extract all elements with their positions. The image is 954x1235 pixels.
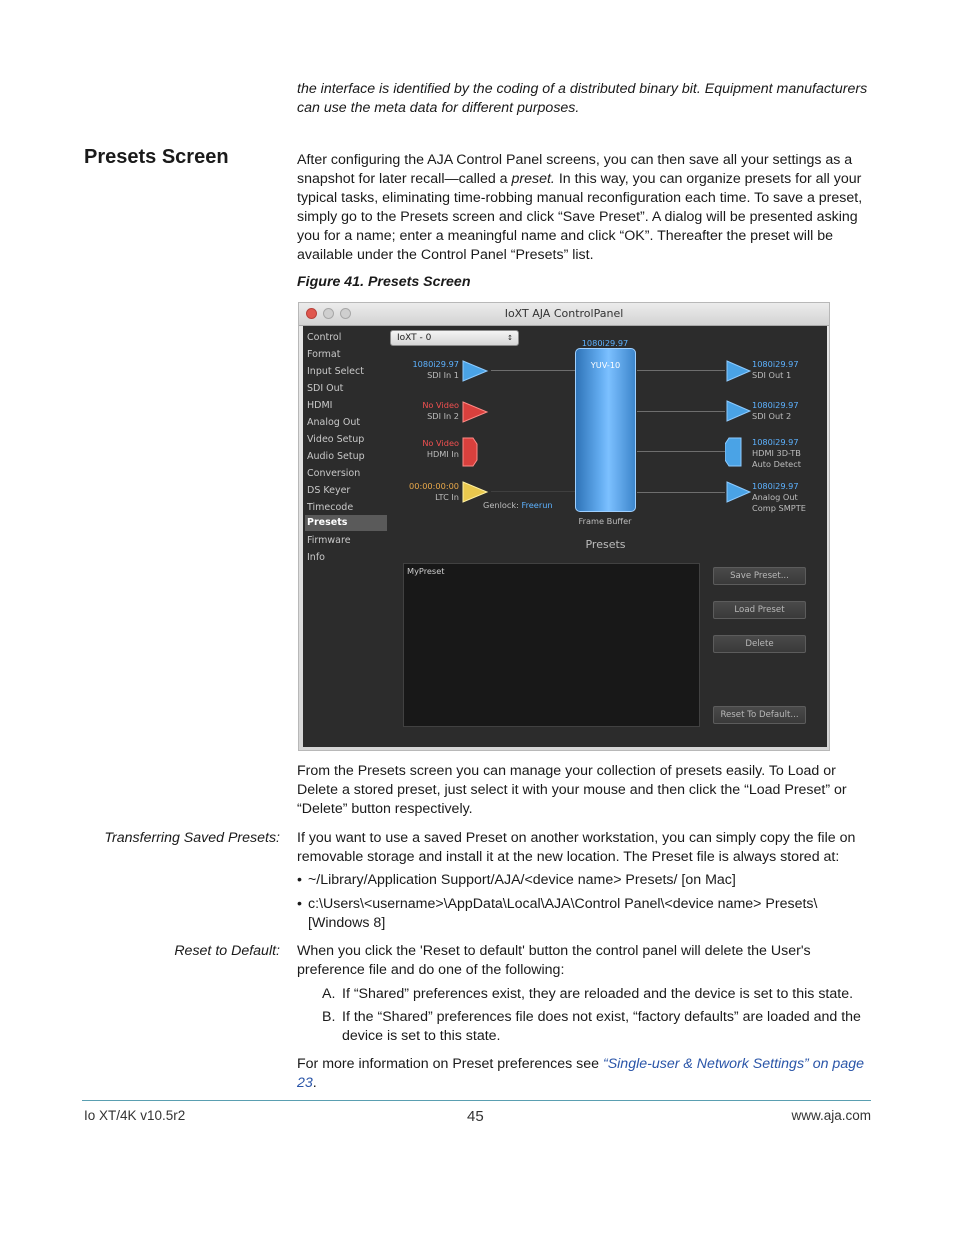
list-marker: A. <box>322 986 336 1002</box>
frame-buffer-type: YUV-10 <box>590 360 621 370</box>
manage-presets-paragraph: From the Presets screen you can manage your collection of presets easily. To Load or Delete a stored preset, just select it with your mouse and then click the “Load Preset” or “Delete” button respectively. <box>297 763 847 817</box>
preset-list-item[interactable]: MyPreset <box>407 566 445 576</box>
wire-sdi-out-2 <box>637 411 725 412</box>
sidebar-item-format[interactable]: Format <box>307 349 341 360</box>
footer-rule <box>82 1100 871 1101</box>
input-2-format: No Video <box>422 400 459 410</box>
page-number: 45 <box>467 1108 484 1125</box>
sdi-in-1-arrow-icon[interactable] <box>461 359 491 383</box>
wire-sdi-in <box>491 370 575 371</box>
more-info-before: For more information on Preset preferences see <box>297 1056 603 1072</box>
sidebar-item-timecode[interactable]: Timecode <box>307 502 354 513</box>
input-3-name: HDMI In <box>426 449 459 459</box>
load-preset-button[interactable]: Load Preset <box>713 601 806 619</box>
sidebar-item-conversion[interactable]: Conversion <box>307 468 361 479</box>
sidebar-item-input-select[interactable]: Input Select <box>307 366 364 377</box>
output-4-mode: Comp SMPTE <box>752 503 806 513</box>
wire-analog-out <box>637 492 725 493</box>
input-4-name: LTC In <box>435 492 459 502</box>
input-3-format: No Video <box>422 438 459 448</box>
sdi-out-1-arrow-icon[interactable] <box>725 359 753 383</box>
reset-text: When you click the 'Reset to default' button the control panel will delete the User's preference file and do one of the following: <box>297 943 811 978</box>
single-user-settings-link[interactable]: “Single-user & Network Settings” on page 23 <box>297 1056 864 1091</box>
sidebar-item-presets[interactable]: Presets <box>305 515 387 531</box>
preset-path-list <box>297 871 857 938</box>
list-item-text: If “Shared” preferences exist, they are reloaded and the device is set to this state. <box>342 986 854 1002</box>
input-2-name: SDI In 2 <box>427 411 459 421</box>
sidebar-item-control[interactable]: Control <box>307 332 342 343</box>
output-2-format: 1080i29.97 <box>752 400 799 410</box>
list-marker: B. <box>322 1009 336 1025</box>
preset-list[interactable] <box>403 563 700 727</box>
footer-website: www.aja.com <box>791 1108 871 1123</box>
sdi-out-2-arrow-icon[interactable] <box>725 399 753 423</box>
sdi-in-2-arrow-icon[interactable] <box>461 400 491 424</box>
output-3-mode: Auto Detect <box>752 459 801 469</box>
frame-buffer-format: 1080i29.97 <box>581 338 629 348</box>
output-1-name: SDI Out 1 <box>752 370 792 380</box>
sidebar-item-analog-out[interactable]: Analog Out <box>307 417 361 428</box>
p1-before: After configuring the AJA Control Panel screens, you can then save all your settings as a snapshot for later recall—called a <box>297 152 853 187</box>
control-panel-body <box>303 326 827 747</box>
input-1-name: SDI In 1 <box>427 370 459 380</box>
hdmi-out-connector-icon[interactable] <box>725 436 745 468</box>
device-select[interactable] <box>390 330 519 346</box>
save-preset-button[interactable]: Save Preset... <box>713 567 806 585</box>
p1-em: preset. <box>511 171 555 187</box>
transferring-text: If you want to use a saved Preset on another workstation, you can simply copy the file on removable storage and install it at the new location. The Preset file is always stored at: <box>297 830 856 865</box>
list-item <box>322 985 862 1004</box>
output-3-name: HDMI 3D-TB <box>752 448 801 458</box>
wire-hdmi-out <box>637 451 725 452</box>
section-title: Presets Screen <box>84 146 229 168</box>
list-item: • c:\Users\<username>\AppData\Local\AJA\Control Panel\<device name> Presets\ [Windows 8] <box>297 895 857 933</box>
sidebar-item-ds-keyer[interactable]: DS Keyer <box>307 485 351 496</box>
frame-buffer-block[interactable] <box>575 348 636 512</box>
more-info-after: . <box>312 1075 317 1091</box>
footer-version: Io XT/4K v10.5r2 <box>84 1108 186 1123</box>
list-item-text: If the “Shared” preferences file does not exist, “factory defaults” are loaded and the device is set to this state. <box>342 1009 861 1044</box>
sidebar-item-hdmi[interactable]: HDMI <box>307 400 333 411</box>
output-2-name: SDI Out 2 <box>752 411 792 421</box>
delete-preset-button[interactable]: Delete <box>713 635 806 653</box>
output-4-format: 1080i29.97 <box>752 481 799 491</box>
presets-description <box>297 151 872 265</box>
presets-screenshot <box>298 302 830 751</box>
device-select-value: IoXT - 0 <box>397 333 432 343</box>
sidebar-item-firmware[interactable]: Firmware <box>307 535 351 546</box>
sidebar-item-video-setup[interactable]: Video Setup <box>307 434 365 445</box>
output-1-format: 1080i29.97 <box>752 359 799 369</box>
output-3-format: 1080i29.97 <box>752 437 799 447</box>
intro-paragraph: the interface is identified by the coding of a distributed binary bit. Equipment manufacturers can use the meta data for different purposes. <box>297 81 868 116</box>
hdmi-in-connector-icon[interactable] <box>461 436 481 468</box>
input-1-format: 1080i29.97 <box>412 359 459 369</box>
transferring-label: Transferring Saved Presets: <box>104 830 280 846</box>
input-4-timecode: 00:00:00:00 <box>409 481 459 491</box>
analog-out-arrow-icon[interactable] <box>725 480 753 504</box>
p1-after: In this way, you can organize presets for all your typical tasks, eliminating time-robbing manual reconfiguration each time. To save a preset, simply go to the Presets screen and click “Save Preset”. A dialog will be presented asking you for a name; enter a meaningful name and click “OK”. Thereafter the preset will be available under the Control Panel “Presets” list. <box>297 171 863 263</box>
wire-ltc <box>491 491 575 492</box>
window-title: IoXT AJA ControlPanel <box>504 307 624 320</box>
genlock-readout <box>483 500 553 510</box>
sidebar-item-sdi-out[interactable]: SDI Out <box>307 383 344 394</box>
window-titlebar <box>299 303 829 326</box>
genlock-label: Genlock: <box>483 500 519 510</box>
list-item: • ~/Library/Application Support/AJA/<device name> Presets/ [on Mac] <box>297 871 857 890</box>
presets-heading: Presets <box>585 538 626 551</box>
reset-options-list <box>322 985 862 1050</box>
wire-sdi-out-1 <box>637 370 725 371</box>
sidebar-item-info[interactable]: Info <box>307 552 325 563</box>
figure-caption: Figure 41. Presets Screen <box>297 274 471 290</box>
list-item <box>322 1008 862 1046</box>
more-info-paragraph <box>297 1055 872 1093</box>
sidebar-item-audio-setup[interactable]: Audio Setup <box>307 451 365 462</box>
output-4-name: Analog Out <box>752 492 798 502</box>
frame-buffer-label: Frame Buffer <box>578 516 632 526</box>
select-arrows-icon: ↕ <box>507 334 513 342</box>
reset-label: Reset to Default: <box>174 943 280 959</box>
genlock-value: Freerun <box>521 500 553 510</box>
reset-to-default-button[interactable]: Reset To Default... <box>713 706 806 724</box>
